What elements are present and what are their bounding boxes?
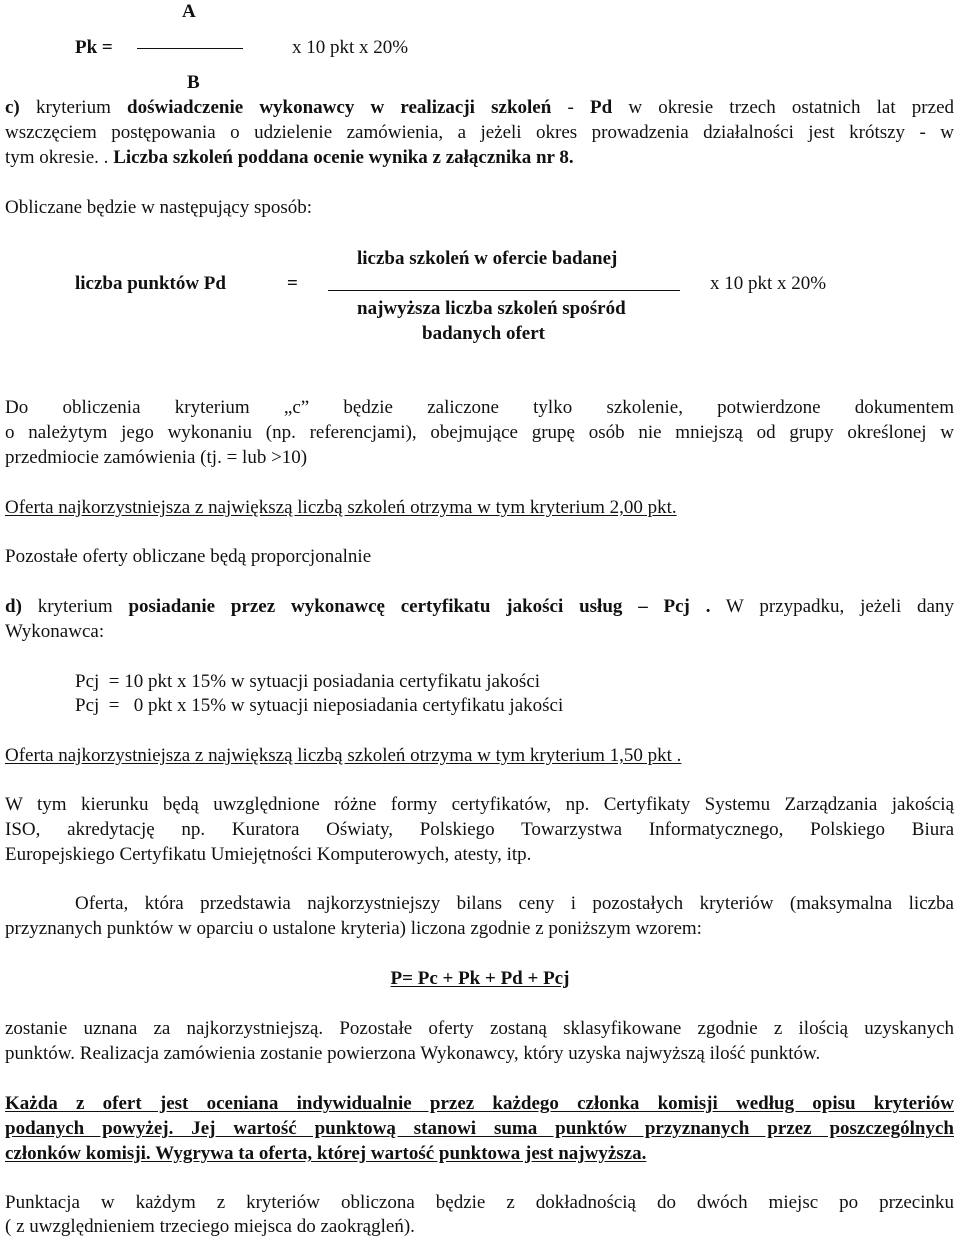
best-offer-c: Oferta najkorzystniejsza z największą liczbą szkoleń otrzyma w tym kryterium 2,00 pkt. — [5, 497, 677, 518]
criterion-d-letter: d) — [5, 596, 22, 617]
criterion-d-line-1: d) kryterium posiadanie przez wykonawcę certyfikatu jakości usług – Pcj . W przypadku, jeżeli dany — [5, 596, 954, 617]
offer-formula-intro-line-2: przyznanych punktów w oparciu o ustalone kryteria) liczona zgodnie z poniższym wzorem: — [5, 918, 702, 939]
criterion-c-line-2: wszczęciem postępowania o udzielenie zamówienia, a jeżeli okres prowadzenia działalności jest krótszy - w — [5, 122, 954, 143]
criterion-c-line-3: tym okresie. . Liczba szkoleń poddana ocenie wynika z załącznika nr 8. — [5, 147, 574, 168]
result-line-2: punktów. Realizacja zamówienia zostanie powierzona Wykonawcy, który uzyska najwyższą ilość punktów. — [5, 1043, 821, 1064]
formula-pd-lhs: liczba punktów Pd — [75, 273, 226, 294]
criterion-d-name: posiadanie przez wykonawcę certyfikatu jakości usług – Pcj . — [128, 596, 711, 617]
note-c-line-3: przedmiocie zamówienia (tj. = lub >10) — [5, 447, 308, 468]
formula-pd-equals: = — [287, 273, 298, 294]
criterion-c-letter: c) — [5, 97, 20, 118]
rounding-line-1: Punktacja w każdym z kryteriów obliczona będzie z dokładnością do dwóch miejsc po przecinku — [5, 1192, 954, 1213]
rounding-line-2: ( z uwzględnieniem trzeciego miejsca do zaokrągleń). — [5, 1216, 415, 1237]
calc-intro: Obliczane będzie w następujący sposób: — [5, 197, 313, 218]
criterion-c-name: doświadczenie wykonawcy w realizacji szkoleń — [127, 97, 552, 118]
formula-pd-multiplier: x 10 pkt x 20% — [710, 273, 827, 294]
criterion-c-code: Pd — [590, 97, 613, 118]
certificates-line-1: W tym kierunku będą uwzględnione różne formy certyfikatów, np. Certyfikaty Systemu Zarządzania jakością — [5, 794, 954, 815]
formula-pk-denominator: B — [187, 72, 200, 93]
result-line-1: zostanie uznana za najkorzystniejszą. Pozostałe oferty zostaną sklasyfikowane zgodnie z ilością uzyskanych — [5, 1018, 954, 1039]
criterion-c-line-1: c) kryterium doświadczenie wykonawcy w realizacji szkoleń - Pd w okresie trzech ostatnich lat przed — [5, 97, 955, 118]
criterion-d-line-2: Wykonawca: — [5, 621, 105, 642]
formula-pd-fraction-bar — [328, 290, 680, 291]
certificates-line-2: ISO, akredytację np. Kuratora Oświaty, Polskiego Towarzystwa Informatycznego, Polskiego Biura — [5, 819, 954, 840]
offer-formula-intro-line-1: Oferta, która przedstawia najkorzystniejszy bilans ceny i pozostałych kryteriów (maksymalna liczba — [75, 893, 954, 914]
formula-pk-multiplier: x 10 pkt x 20% — [292, 37, 409, 58]
certificates-line-3: Europejskiego Certyfikatu Umiejętności Komputerowych, atesty, itp. — [5, 844, 532, 865]
formula-pd-denominator-line-2: badanych ofert — [422, 323, 545, 344]
commission-line-1: Każda z ofert jest oceniana indywidualnie przez każdego członka komisji według opisu kryteriów — [5, 1093, 954, 1114]
formula-pk-numerator: A — [182, 1, 196, 22]
formula-pd-numerator: liczba szkoleń w ofercie badanej — [357, 248, 618, 269]
pcj-rule-has-certificate: Pcj = 10 pkt x 15% w sytuacji posiadania certyfikatu jakości — [75, 671, 541, 692]
formula-pk-fraction-bar — [137, 48, 243, 49]
best-offer-d: Oferta najkorzystniejsza z największą liczbą szkoleń otrzyma w tym kryterium 1,50 pkt . — [5, 745, 682, 766]
note-c-line-1: Do obliczenia kryterium „c” będzie zaliczone tylko szkolenie, potwierdzone dokumentem — [5, 397, 954, 418]
pcj-rule-no-certificate: Pcj = 0 pkt x 15% w sytuacji nieposiadania certyfikatu jakości — [75, 695, 564, 716]
formula-pd-denominator-line-1: najwyższa liczba szkoleń spośród — [357, 298, 626, 319]
criterion-c-attachment-note: Liczba szkoleń poddana ocenie wynika z załącznika nr 8. — [113, 147, 574, 168]
others-proportional: Pozostałe oferty obliczane będą proporcjonalnie — [5, 546, 372, 567]
commission-line-3: członków komisji. Wygrywa ta oferta, której wartość punktowa jest najwyższa. — [5, 1143, 647, 1164]
total-formula: P= Pc + Pk + Pd + Pcj — [390, 968, 570, 989]
commission-line-2: podanych powyżej. Jej wartość punktową stanowi suma punktów przyznanych przez poszczególnych — [5, 1118, 954, 1139]
note-c-line-2: o należytym jego wykonaniu (np. referencjami), obejmujące grupę osób nie mniejszą od grupy określonej w — [5, 422, 954, 443]
formula-pk-lhs: Pk = — [75, 37, 113, 58]
